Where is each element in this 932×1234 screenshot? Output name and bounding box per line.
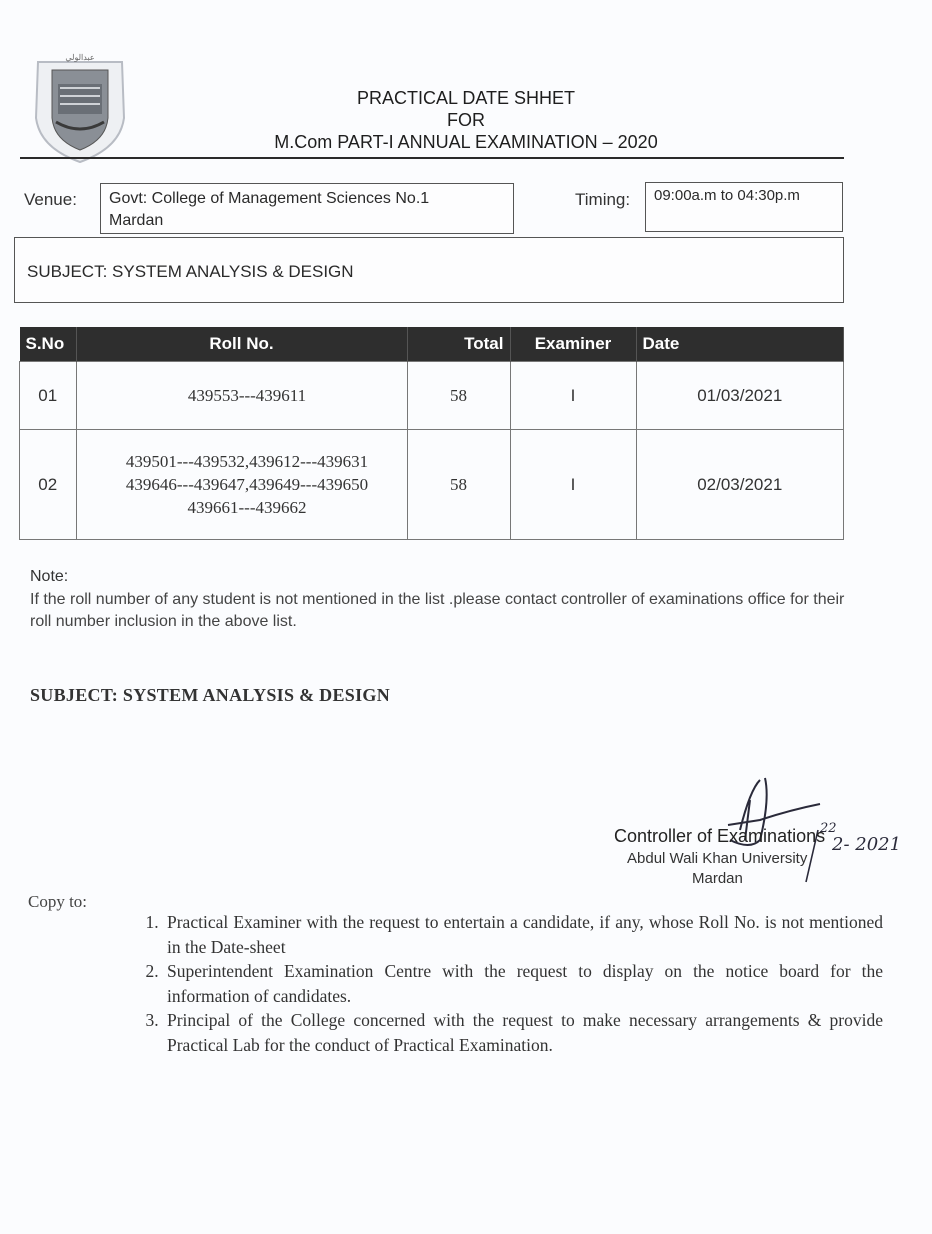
svg-text:ﻋﺒﺪﺍﻟﻮﻟﻲ: ﻋﺒﺪﺍﻟﻮﻟﻲ	[65, 53, 95, 62]
roll-line: 439553---439611	[187, 386, 307, 405]
header-divider	[20, 157, 844, 159]
copy-to-list	[130, 910, 883, 1057]
copy-to-item: 2. Superintendent Examination Centre with the request to display on the notice board for the information of candidates.	[163, 959, 883, 1008]
note-text: If the roll number of any student is not mentioned in the list .please contact controller of examinations office for their roll number inclusion in the above list.	[30, 591, 845, 630]
header-roll: Roll No.	[76, 327, 407, 362]
roll-line: 439501---439532,439612---439631	[125, 452, 369, 471]
signatory-university: Abdul Wali Khan University	[627, 850, 808, 867]
copy-to-label: Copy to:	[28, 892, 88, 911]
venue-label: Venue:	[24, 190, 77, 209]
copy-to-item: 3. Principal of the College concerned with the request to make necessary arrangements & provide Practical Lab for the conduct of Practical Examination.	[163, 1008, 883, 1057]
signatory-city: Mardan	[692, 870, 743, 887]
cell-sno: 01	[20, 362, 77, 430]
table-header-row	[20, 327, 844, 362]
header-total: Total	[407, 327, 510, 362]
subject-box	[14, 237, 844, 303]
table-row	[20, 430, 844, 540]
doc-title-line3: M.Com PART-I ANNUAL EXAMINATION – 2020	[274, 132, 658, 152]
cell-sno: 02	[20, 430, 77, 540]
handwritten-date: 22	[820, 821, 837, 836]
signatory-designation: Controller of Examinations	[614, 826, 826, 846]
doc-title-line2: FOR	[447, 110, 485, 130]
venue-box	[100, 183, 514, 234]
cell-roll	[76, 362, 407, 430]
roll-line: 439646---439647,439649---439650	[125, 475, 369, 494]
subject-footer: SUBJECT: SYSTEM ANALYSIS & DESIGN	[30, 685, 391, 705]
cell-date: 02/03/2021	[636, 430, 844, 540]
timing-box	[645, 182, 843, 232]
roll-line: 439661---439662	[187, 498, 307, 517]
header-date: Date	[636, 327, 844, 362]
timing-value: 09:00a.m to 04:30p.m	[654, 187, 800, 204]
subject-line: SUBJECT: SYSTEM ANALYSIS & DESIGN	[27, 262, 354, 281]
date-sheet-table	[19, 327, 844, 540]
table-row	[20, 362, 844, 430]
doc-title-line1: PRACTICAL DATE SHHET	[356, 88, 576, 108]
timing-label: Timing:	[575, 190, 631, 209]
cell-roll	[76, 430, 407, 540]
cell-total: 58	[407, 362, 510, 430]
cell-total: 58	[407, 430, 510, 540]
venue-line1: Govt: College of Management Sciences No.1	[109, 190, 430, 207]
copy-to-item: 1. Practical Examiner with the request to entertain a candidate, if any, whose Roll No. is not mentioned in the Date-sheet	[163, 910, 883, 959]
svg-text:2- 2021: 2- 2021	[832, 834, 902, 855]
cell-examiner: I	[510, 362, 636, 430]
note-title: Note:	[30, 568, 69, 585]
header-sno: S.No	[20, 327, 77, 362]
cell-examiner: I	[510, 430, 636, 540]
header-examiner: Examiner	[510, 327, 636, 362]
venue-line2: Mardan	[109, 212, 164, 229]
cell-date: 01/03/2021	[636, 362, 844, 430]
